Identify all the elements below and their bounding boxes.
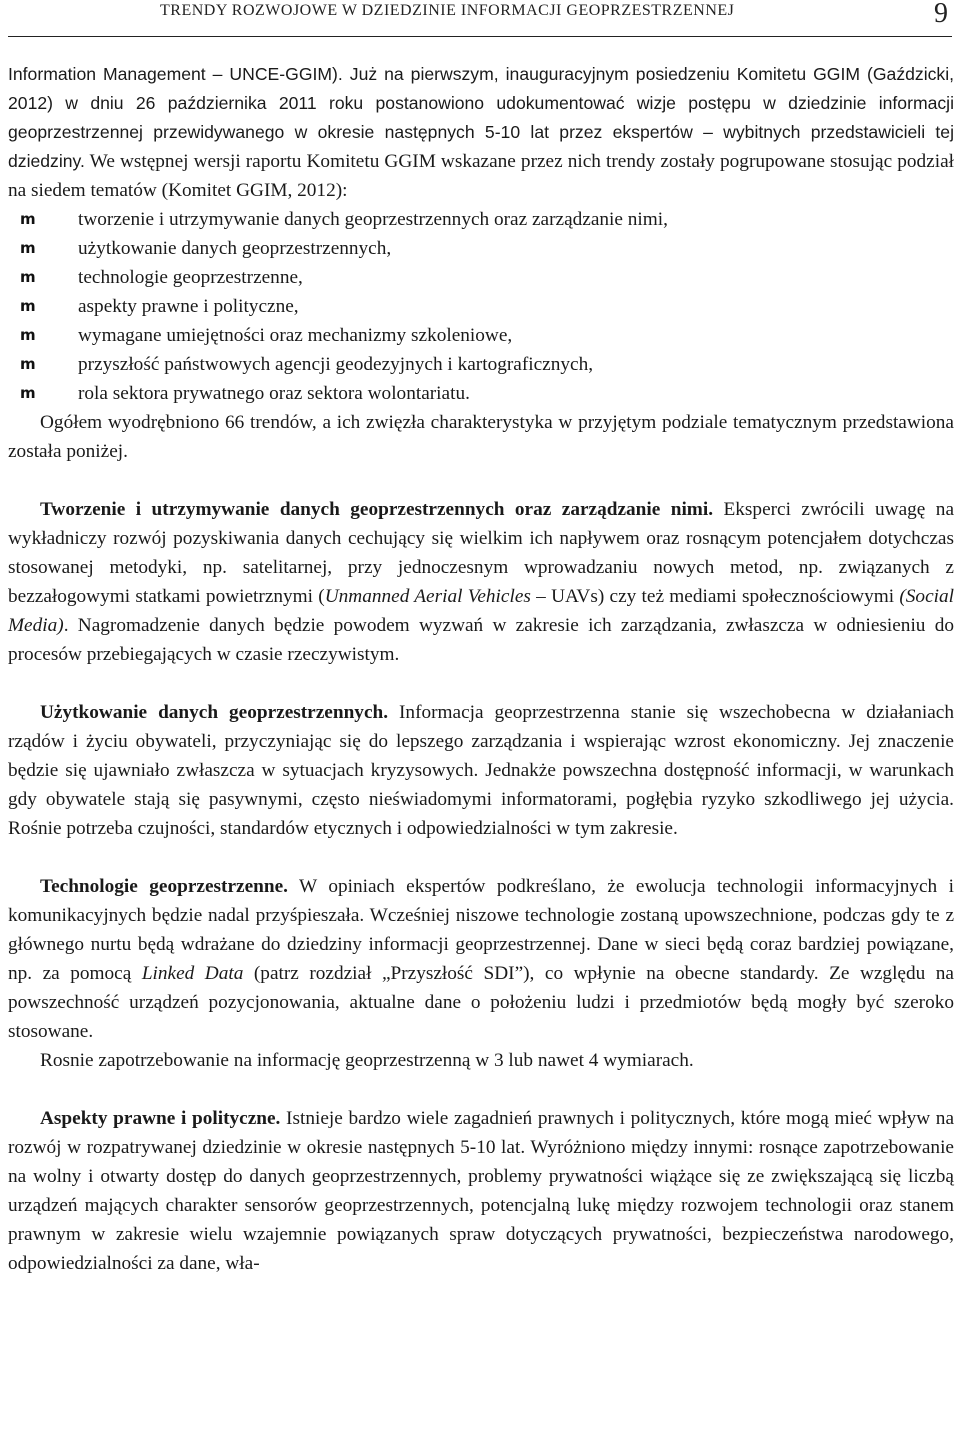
list-item: [20, 321, 954, 350]
bullet-icon: m: [20, 297, 36, 315]
bullet-icon: m: [20, 384, 36, 402]
section-text: W opiniach ekspertów podkreślano, że ewolucja technologii informacyjnych i komunikacyjnych będzie nadal przyśpieszała. Wcześniej niszowe technologie zostaną upowszechnione, podczas gdy te z głównego nurtu będą wdrażane do dziedziny informacji geoprzestrzennej. Dane w sieci będą coraz bardziej powiązane, np. za pomocą: [8, 876, 955, 984]
section-italic: (Social Media): [8, 586, 954, 636]
bullet-icon: m: [20, 326, 36, 344]
intro-paragraph: [8, 60, 954, 205]
summary-paragraph: Ogółem wyodrębniono 66 trendów, a ich zwięzła charakterystyka w przyjętym podziale tematycznym przedstawiona została poniżej.: [8, 412, 954, 462]
topic-list: [8, 205, 954, 408]
list-item: [20, 379, 954, 408]
section-data-use: [8, 698, 954, 843]
section-paragraph: [8, 1104, 954, 1278]
section-italic: Linked Data: [141, 963, 244, 984]
section-lead: Tworzenie i utrzymywanie danych geoprzestrzennych oraz zarządzanie nimi.: [40, 499, 714, 520]
list-item-text: aspekty prawne i polityczne,: [78, 296, 299, 317]
section-paragraph-2: Rosnie zapotrzebowanie na informację geoprzestrzenną w 3 lub nawet 4 wymiarach.: [40, 1050, 694, 1071]
bullet-icon: m: [20, 355, 36, 373]
running-title: TRENDY ROZWOJOWE W DZIEDZINIE INFORMACJI GEOPRZESTRZENNEJ: [160, 2, 735, 19]
list-item: [20, 350, 954, 379]
section-data-creation: [8, 495, 954, 669]
section-text: – UAVs) czy też mediami społecznościowymi: [530, 586, 900, 607]
list-item-text: rola sektora prywatnego oraz sektora wolontariatu.: [78, 383, 470, 404]
bullet-icon: m: [20, 210, 36, 228]
list-item: [20, 234, 954, 263]
section-lead: Użytkowanie danych geoprzestrzennych.: [40, 702, 389, 723]
section-paragraph: [8, 698, 954, 843]
list-item: [20, 205, 954, 234]
section-lead: Technologie geoprzestrzenne.: [40, 876, 288, 897]
section-text: (patrz rozdział „Przyszłość SDI”), co wpłynie na obecne standardy. Ze względu na powszechność urządzeń pozycjonowania, aktualne dane o położeniu ludzi i przedmiotów będą mogły być szeroko stosowane.: [8, 963, 954, 1042]
section-paragraph: [8, 872, 954, 1046]
section-paragraph: [8, 495, 954, 669]
page-body: [8, 60, 954, 1278]
section-text: Informacja geoprzestrzenna stanie się wszechobecna w działaniach rządów i życiu obywateli, przyczyniając się do lepszego zarządzania i wspierając wzrost ekonomiczny. Jej znaczenie będzie się ujawniało zwłaszcza w sytuacjach kryzysowych. Jednakże powszechna dostępność informacji, w warunkach gdy obywatele stają się pasywnymi, często nieświadomymi informatorami, pogłębia ryzyko szkodliwego jej użycia. Rośnie potrzeba czujności, standardów etycznych i odpowiedzialności w tym zakresie.: [8, 702, 954, 839]
list-item-text: technologie geoprzestrzenne,: [78, 267, 303, 288]
section-lead: Aspekty prawne i polityczne.: [40, 1108, 281, 1129]
list-item: [20, 292, 954, 321]
bullet-icon: m: [20, 239, 36, 257]
section-italic: Unmanned Aerial Vehicles: [324, 586, 531, 607]
section-text: . Nagromadzenie danych będzie powodem wyzwań w zakresie ich zarządzania, zwłaszcza w odniesieniu do procesów przebiegających w czasie rzeczywistym.: [8, 615, 954, 665]
list-item: [20, 263, 954, 292]
section-text: Istnieje bardzo wiele zagadnień prawnych i politycznych, które mogą mieć wpływ na rozwój w rozpatrywanej dziedzinie w okresie następnych 5-10 lat. Wyróżniono między innymi: rosnące zapotrzebowanie na wolny i otwarty dostęp do danych geoprzestrzennych, problemy prywatności wiążące się ze zwiększającą się liczbą urządzeń mających charakter sensorów geoprzestrzennych, potencjalną lukę między rozwojem technologii oraz stanem prawnym w zakresie wielu wzajemnie powiązanych spraw dotyczących prywatności, bezpieczeństwa narodowego, odpowiedzialności za dane, wła-: [8, 1108, 955, 1274]
list-item-text: przyszłość państwowych agencji geodezyjnych i kartograficznych,: [78, 354, 594, 375]
intro-text-sans: Information Management – UNCE-GGIM). Już na pierwszym, inauguracyjnym posiedzeniu Komitetu GGIM (Gaździcki, 2012) w dniu 26 października 2011 roku postanowiono udokumentować wizje postępu w dziedzinie informacji geoprzestrzennej przewidywanego w okresie następnych 5-10 lat przez ekspertów – wybitnych przedstawicieli tej dziedziny.: [8, 64, 954, 171]
bullet-icon: m: [20, 268, 36, 286]
section-technologies: [8, 872, 954, 1075]
list-item-text: użytkowanie danych geoprzestrzennych,: [78, 238, 392, 259]
intro-text-serif: We wstępnej wersji raportu Komitetu GGIM wskazane przez nich trendy zostały pogrupowane stosując podział na siedem tematów (Komitet GGIM, 2012):: [8, 151, 954, 201]
running-header: [8, 0, 952, 37]
page-number: 9: [934, 0, 948, 29]
section-text: Eksperci zwrócili uwagę na wykładniczy rozwój pozyskiwania danych cechujący się wielkim ich napływem oraz rosnącym potencjałem dotychczas stosowanej metodyki, np. satelitarnej, przy jednoczesnym wprowadzaniu nowych metod, np. związanych z bezzałogowymi statkami powietrznymi (: [8, 499, 955, 607]
list-item-text: tworzenie i utrzymywanie danych geoprzestrzennych oraz zarządzanie nimi,: [78, 209, 668, 230]
section-legal: [8, 1104, 954, 1278]
list-item-text: wymagane umiejętności oraz mechanizmy szkoleniowe,: [78, 325, 513, 346]
